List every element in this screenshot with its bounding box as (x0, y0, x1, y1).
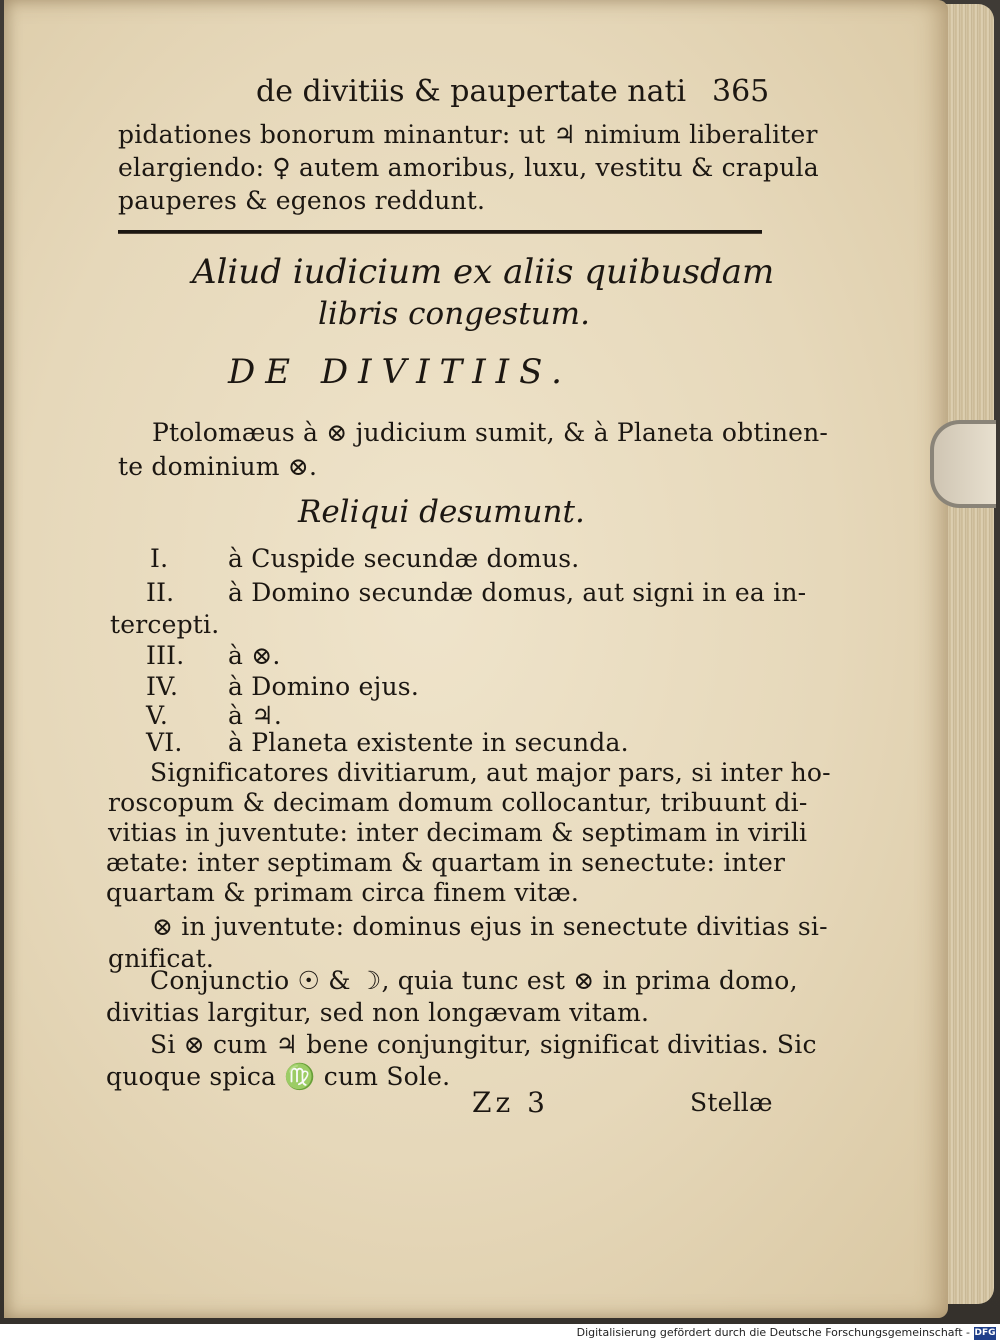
list-item: à Planeta existente in secunda. (228, 728, 629, 757)
text-line: roscopum & decimam domum collocantur, tribuunt di- (108, 788, 808, 817)
horizontal-rule (118, 230, 762, 234)
text-line: ⊗ in juventute: dominus ejus in senectute divitias si- (152, 912, 828, 941)
attribution-text: Digitalisierung gefördert durch die Deutsche Forschungsgemeinschaft - (576, 1326, 970, 1339)
text-line: pauperes & egenos reddunt. (118, 186, 486, 215)
list-item: tercepti. (110, 610, 220, 639)
text-line: Conjunctio ☉ & ☽, quia tunc est ⊗ in prima domo, (150, 966, 798, 995)
list-number: II. (146, 578, 175, 607)
list-number: V. (146, 701, 169, 730)
signature-mark: Zz 3 (472, 1086, 549, 1119)
text-line: te dominium ⊗. (118, 452, 318, 481)
text-line: Si ⊗ cum ♃ bene conjungitur, significat divitias. Sic (150, 1030, 817, 1059)
main-title: DE DIVITIIS. (228, 352, 572, 392)
section-heading-line: Aliud iudicium ex aliis quibusdam (192, 252, 775, 292)
text-line: Significatores divitiarum, aut major pars, si inter ho- (150, 758, 831, 787)
text-line: ætate: inter septimam & quartam in senectute: inter (106, 848, 786, 877)
text-line: elargiendo: ♀ autem amoribus, luxu, vestitu & crapula (118, 153, 819, 182)
text-line: quoque spica ♍ cum Sole. (106, 1062, 451, 1091)
list-item: à ♃. (228, 701, 283, 730)
list-number: I. (150, 544, 169, 573)
list-number: IV. (146, 672, 179, 701)
list-item: à Cuspide secundæ domus. (228, 544, 580, 573)
page-clip (930, 420, 996, 508)
attribution-bar (0, 1324, 1000, 1343)
section-heading-line: libris congestum. (318, 296, 590, 332)
list-item: à ⊗. (228, 641, 281, 670)
text-line: quartam & primam circa finem vitæ. (106, 878, 579, 907)
list-number: VI. (146, 728, 183, 757)
text-line: gnificat. (108, 944, 215, 973)
catchword: Stellæ (690, 1088, 773, 1117)
text-line: pidationes bonorum minantur: ut ♃ nimium liberaliter (118, 120, 818, 149)
list-item: à Domino secundæ domus, aut signi in ea in- (228, 578, 807, 607)
text-line: divitias largitur, sed non longævam vitam. (106, 998, 650, 1027)
list-number: III. (146, 641, 185, 670)
text-line: vitias in juventute: inter decimam & septimam in virili (108, 818, 808, 847)
page-number: 365 (712, 74, 770, 109)
text-line: Ptolomæus à ⊗ judicium sumit, & à Planeta obtinen- (152, 418, 829, 447)
dfg-logo-icon: DFG (974, 1328, 996, 1338)
list-item: à Domino ejus. (228, 672, 419, 701)
running-title: de divitiis & paupertate nati (256, 74, 687, 109)
subheading: Reliqui desumunt. (298, 494, 585, 530)
